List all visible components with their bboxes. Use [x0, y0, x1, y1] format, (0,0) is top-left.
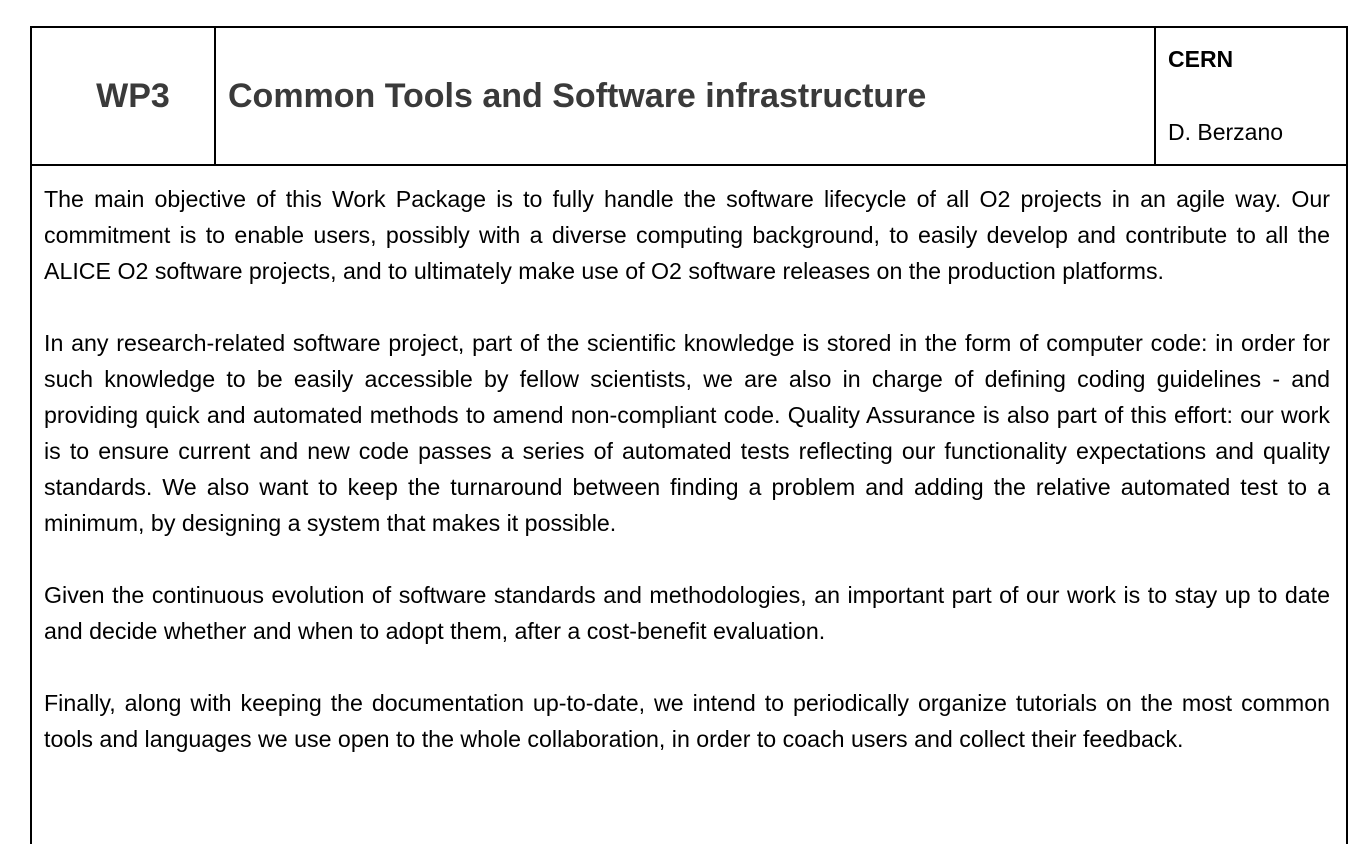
paragraph-quality: In any research-related software project, part of the scientific knowledge is stored in the form of computer code: in order for such knowledge to be easily accessible by fellow scientists, we are also in charge of defining coding guidelines - and providing quick and automated methods to amend non-compliant code. Quality Assurance is also part of this effort: our work is to ensure current and new code passes a series of automated tests reflecting our functionality expectations and quality standards. We also want to keep the turnaround between finding a problem and adding the relative automated test to a minimum, by designing a system that makes it possible.	[44, 330, 1330, 536]
header-row	[32, 28, 1346, 166]
description-cell	[32, 166, 1346, 757]
organization-name: CERN	[1168, 46, 1234, 72]
wp-code: WP3	[32, 28, 216, 164]
paragraph-standards: Given the continuous evolution of software standards and methodologies, an important part of our work is to stay up to date and decide whether and when to adopt them, after a cost-benefit evaluation.	[44, 582, 1330, 644]
work-package-table	[30, 26, 1348, 844]
organization-cell	[1156, 28, 1346, 164]
responsible-person: D. Berzano	[1168, 119, 1284, 145]
paragraph-objective: The main objective of this Work Package is to fully handle the software lifecycle of all O2 projects in an agile way. Our commitment is to enable users, possibly with a diverse computing background, to easily develop and contribute to all the ALICE O2 software projects, and to ultimately make use of O2 software releases on the production platforms.	[44, 186, 1330, 284]
wp-title: Common Tools and Software infrastructure	[216, 28, 1156, 164]
paragraph-tutorials: Finally, along with keeping the documentation up-to-date, we intend to periodically organize tutorials on the most common tools and languages we use open to the whole collaboration, in order to coach users and collect their feedback.	[44, 690, 1330, 752]
